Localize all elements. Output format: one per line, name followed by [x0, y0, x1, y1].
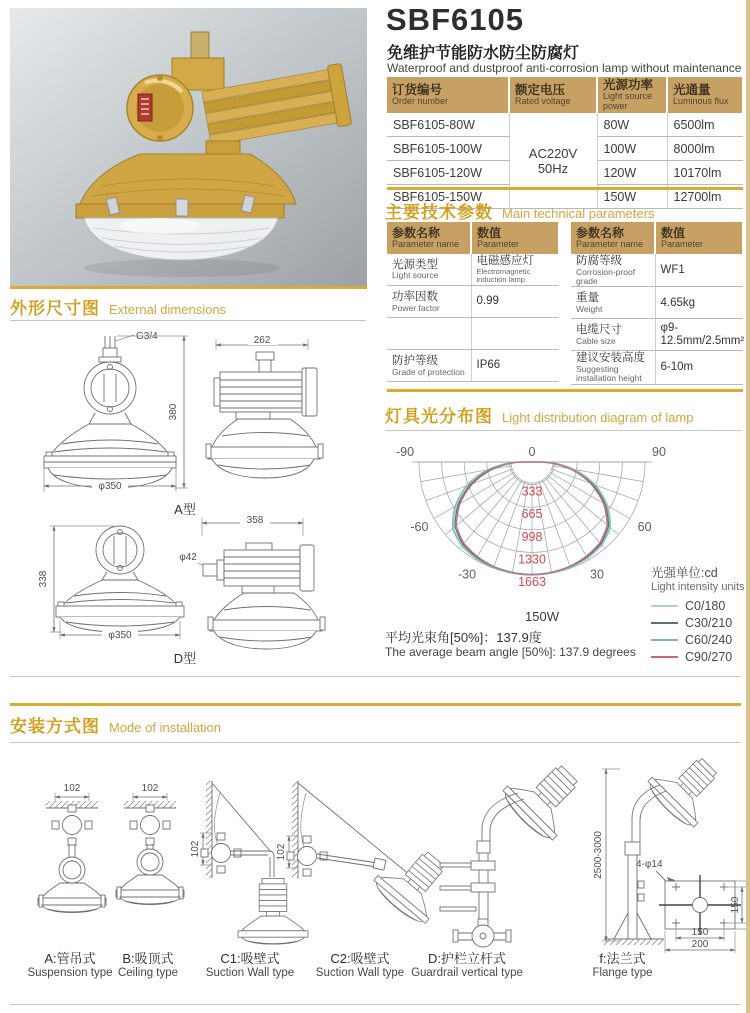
power-cell: 80W: [597, 113, 667, 137]
ring-value-label: 665: [521, 507, 543, 522]
param-value: 0.99: [471, 286, 559, 318]
divider: [10, 320, 366, 321]
param-name: 建议安装高度 Suggesting installation height: [571, 351, 655, 384]
flux-cell: 10170lm: [667, 161, 743, 185]
param-value: WF1: [655, 254, 743, 287]
external-dimension-drawings: [38, 331, 325, 649]
width-dim: 358: [246, 515, 264, 526]
section-title-cn: 灯具光分布图: [385, 407, 493, 426]
col-parameter-name: 参数名称 Parameter name: [571, 222, 655, 254]
ring-value-label: 998: [521, 529, 543, 544]
legend-swatch-line: [651, 656, 678, 658]
param-name: 电缆尺寸 Cable size: [571, 319, 655, 351]
height-dim: 380: [168, 403, 179, 421]
legend-item: [651, 631, 745, 648]
col-order-number: 订货编号 Order number: [387, 77, 509, 113]
order-number-cell: SBF6105-80W: [387, 113, 509, 137]
param-name: 防护等级 Grade of protection: [387, 350, 471, 382]
type-d-label: D型: [173, 651, 197, 666]
param-row: [571, 319, 743, 351]
install-label-a: A:管吊式 Suspension type: [27, 951, 113, 979]
dim-102: 102: [276, 843, 287, 861]
divider: [10, 676, 741, 677]
width-dim: 262: [253, 335, 271, 346]
param-value: 4.65kg: [655, 287, 743, 319]
subtitle-chinese: 免维护节能防水防尘防腐灯: [387, 45, 580, 62]
section-title-en: Main technical parameters: [502, 206, 655, 221]
beam-angle-cn: 平均光束角[50%]：137.9度: [385, 630, 542, 645]
param-row: [571, 287, 743, 319]
param-value: [471, 318, 559, 350]
section-title-cn: 外形尺寸图: [10, 299, 100, 318]
flux-cell: 6500lm: [667, 113, 743, 137]
beam-angle-en: The average beam angle [50%]: 137.9 degrees: [385, 645, 636, 659]
legend-label: C60/240: [685, 632, 733, 647]
order-number-cell: SBF6105-100W: [387, 137, 509, 161]
col-luminous-flux: 光通量 Luminous flux: [667, 77, 743, 113]
section-title-en: External dimensions: [109, 302, 227, 317]
divider: [10, 286, 367, 289]
install-b-drawing: [116, 783, 184, 905]
type-d-front-drawing: [38, 526, 184, 641]
mount-dim: φ42: [179, 552, 197, 563]
param-name: 功率因数 Power factor: [387, 286, 471, 318]
param-table-left: [387, 222, 560, 382]
param-row: [387, 350, 559, 382]
type-a-side-drawing: [206, 335, 323, 478]
param-value: IP66: [471, 350, 559, 382]
page-edge-stripe: [746, 0, 750, 1013]
install-label-f: f:法兰式 Flange type: [592, 951, 653, 979]
col-parameter-value: 数值 Parameter: [471, 222, 559, 254]
subtitle-english: Waterproof and dustproof anti-corrosion lamp without maintenance: [387, 61, 742, 75]
param-header-row: [571, 222, 743, 254]
install-label-b: B:吸顶式 Ceiling type: [117, 951, 179, 979]
diameter-dim: φ350: [98, 481, 122, 492]
angle-tick: 0: [528, 445, 536, 459]
height-dim: 338: [38, 570, 49, 588]
pole-height-dim: 2500-3000: [593, 831, 604, 879]
install-f-drawing: [593, 743, 750, 953]
type-a-label: A型: [174, 502, 196, 517]
param-row: [571, 254, 743, 287]
param-table-right: [571, 222, 744, 385]
legend-swatch-line: [651, 639, 678, 641]
holes-dim: 4-φ14: [636, 859, 663, 870]
angle-tick: 30: [590, 567, 604, 582]
angle-tick: -30: [457, 567, 477, 582]
section-light-distribution: [385, 402, 694, 427]
angle-tick: 90: [652, 445, 666, 459]
legend-title-en: Light intensity units: [651, 581, 745, 593]
param-name: 重量 Weight: [571, 287, 655, 319]
param-row: [387, 254, 559, 286]
legend-item: [651, 597, 745, 614]
dim-102: 102: [141, 783, 159, 794]
angle-tick: 60: [637, 520, 652, 534]
legend-label: C0/180: [685, 598, 726, 613]
install-c2-drawing: [276, 781, 461, 928]
diameter-dim: φ350: [108, 630, 132, 641]
divider: [387, 187, 743, 190]
order-table-header-row: [387, 77, 743, 113]
power-cell: 100W: [597, 137, 667, 161]
legend-title-cn: 光强单位:cd: [651, 566, 718, 580]
light-distribution-chart: [396, 445, 666, 589]
divider: [385, 430, 742, 431]
thread-dim: G3/4: [136, 331, 158, 342]
col-light-source-power: 光源功率 Light source power: [597, 77, 667, 113]
legend-swatch-line: [651, 605, 678, 607]
install-label-d: D:护栏立杆式 Guardrail vertical type: [411, 951, 523, 979]
section-mode-of-installation: [10, 712, 221, 737]
param-name: 防腐等级 Corrosion-proof grade: [571, 254, 655, 287]
ring-value-label: 1663: [518, 575, 546, 589]
red-label: [138, 94, 152, 121]
install-label-c1: C1:吸壁式 Suction Wall type: [205, 951, 295, 979]
install-a-drawing: [38, 783, 106, 913]
flux-cell: 12700lm: [667, 185, 743, 209]
order-number-cell: SBF6105-120W: [387, 161, 509, 185]
angle-tick: -90: [395, 445, 415, 459]
bolt-pitch-dim: 150: [691, 927, 709, 938]
section-title-en: Light distribution diagram of lamp: [502, 410, 694, 425]
flux-cell: 8000lm: [667, 137, 743, 161]
legend-label: C90/270: [685, 649, 733, 664]
install-c1-drawing: [190, 781, 308, 944]
table-row: [387, 113, 743, 137]
legend-swatch-line: [651, 622, 678, 624]
param-value: φ9-12.5mm/2.5mm²: [655, 319, 743, 351]
col-parameter-value: 数值 Parameter: [655, 222, 743, 254]
param-row: [387, 318, 559, 350]
param-value: 电磁感应灯 Electromagnetic induction lamp: [471, 254, 559, 286]
col-rated-voltage: 额定电压 Rated voltage: [509, 77, 597, 113]
param-row: [387, 286, 559, 318]
param-row: [571, 351, 743, 384]
legend-item: [651, 614, 745, 631]
param-name: 光源类型 Light source: [387, 254, 471, 286]
section-external-dimensions: [10, 294, 226, 319]
chart-legend: [651, 563, 745, 665]
divider: [10, 1004, 741, 1005]
chart-power-label: 150W: [525, 609, 559, 624]
col-parameter-name: 参数名称 Parameter name: [387, 222, 471, 254]
ring-value-label: 333: [521, 484, 543, 499]
install-label-c2: C2:吸壁式 Suction Wall type: [315, 951, 405, 979]
product-photo: [10, 8, 367, 287]
installation-drawings: [38, 743, 750, 953]
voltage-cell: AC220V 50Hz: [509, 113, 597, 209]
type-a-front-drawing: [44, 331, 188, 492]
dim-102: 102: [190, 840, 201, 858]
param-value: 6-10m: [655, 351, 743, 384]
legend-item: [651, 648, 745, 665]
section-main-technical-parameters: [385, 198, 654, 223]
ring-value-label: 1330: [518, 552, 546, 567]
param-header-row: [387, 222, 559, 254]
plate-dim: 200: [691, 939, 709, 950]
type-d-side-drawing: [179, 515, 325, 649]
section-title-en: Mode of installation: [109, 720, 222, 735]
page-title: SBF6105: [386, 2, 524, 37]
legend-label: C30/210: [685, 615, 733, 630]
install-d-drawing: [440, 749, 594, 947]
power-cell: 150W: [597, 185, 667, 209]
section-title-cn: 主要技术参数: [385, 203, 493, 222]
section-title-cn: 安装方式图: [10, 717, 100, 736]
param-name: [387, 318, 471, 350]
divider: [387, 389, 743, 392]
angle-tick: -60: [410, 520, 429, 534]
bolt-pitch-dim: 150: [730, 896, 741, 914]
divider: [10, 742, 741, 743]
dim-102: 102: [63, 783, 81, 794]
order-number-cell: SBF6105-150W: [387, 185, 509, 209]
divider: [10, 703, 741, 706]
power-cell: 120W: [597, 161, 667, 185]
